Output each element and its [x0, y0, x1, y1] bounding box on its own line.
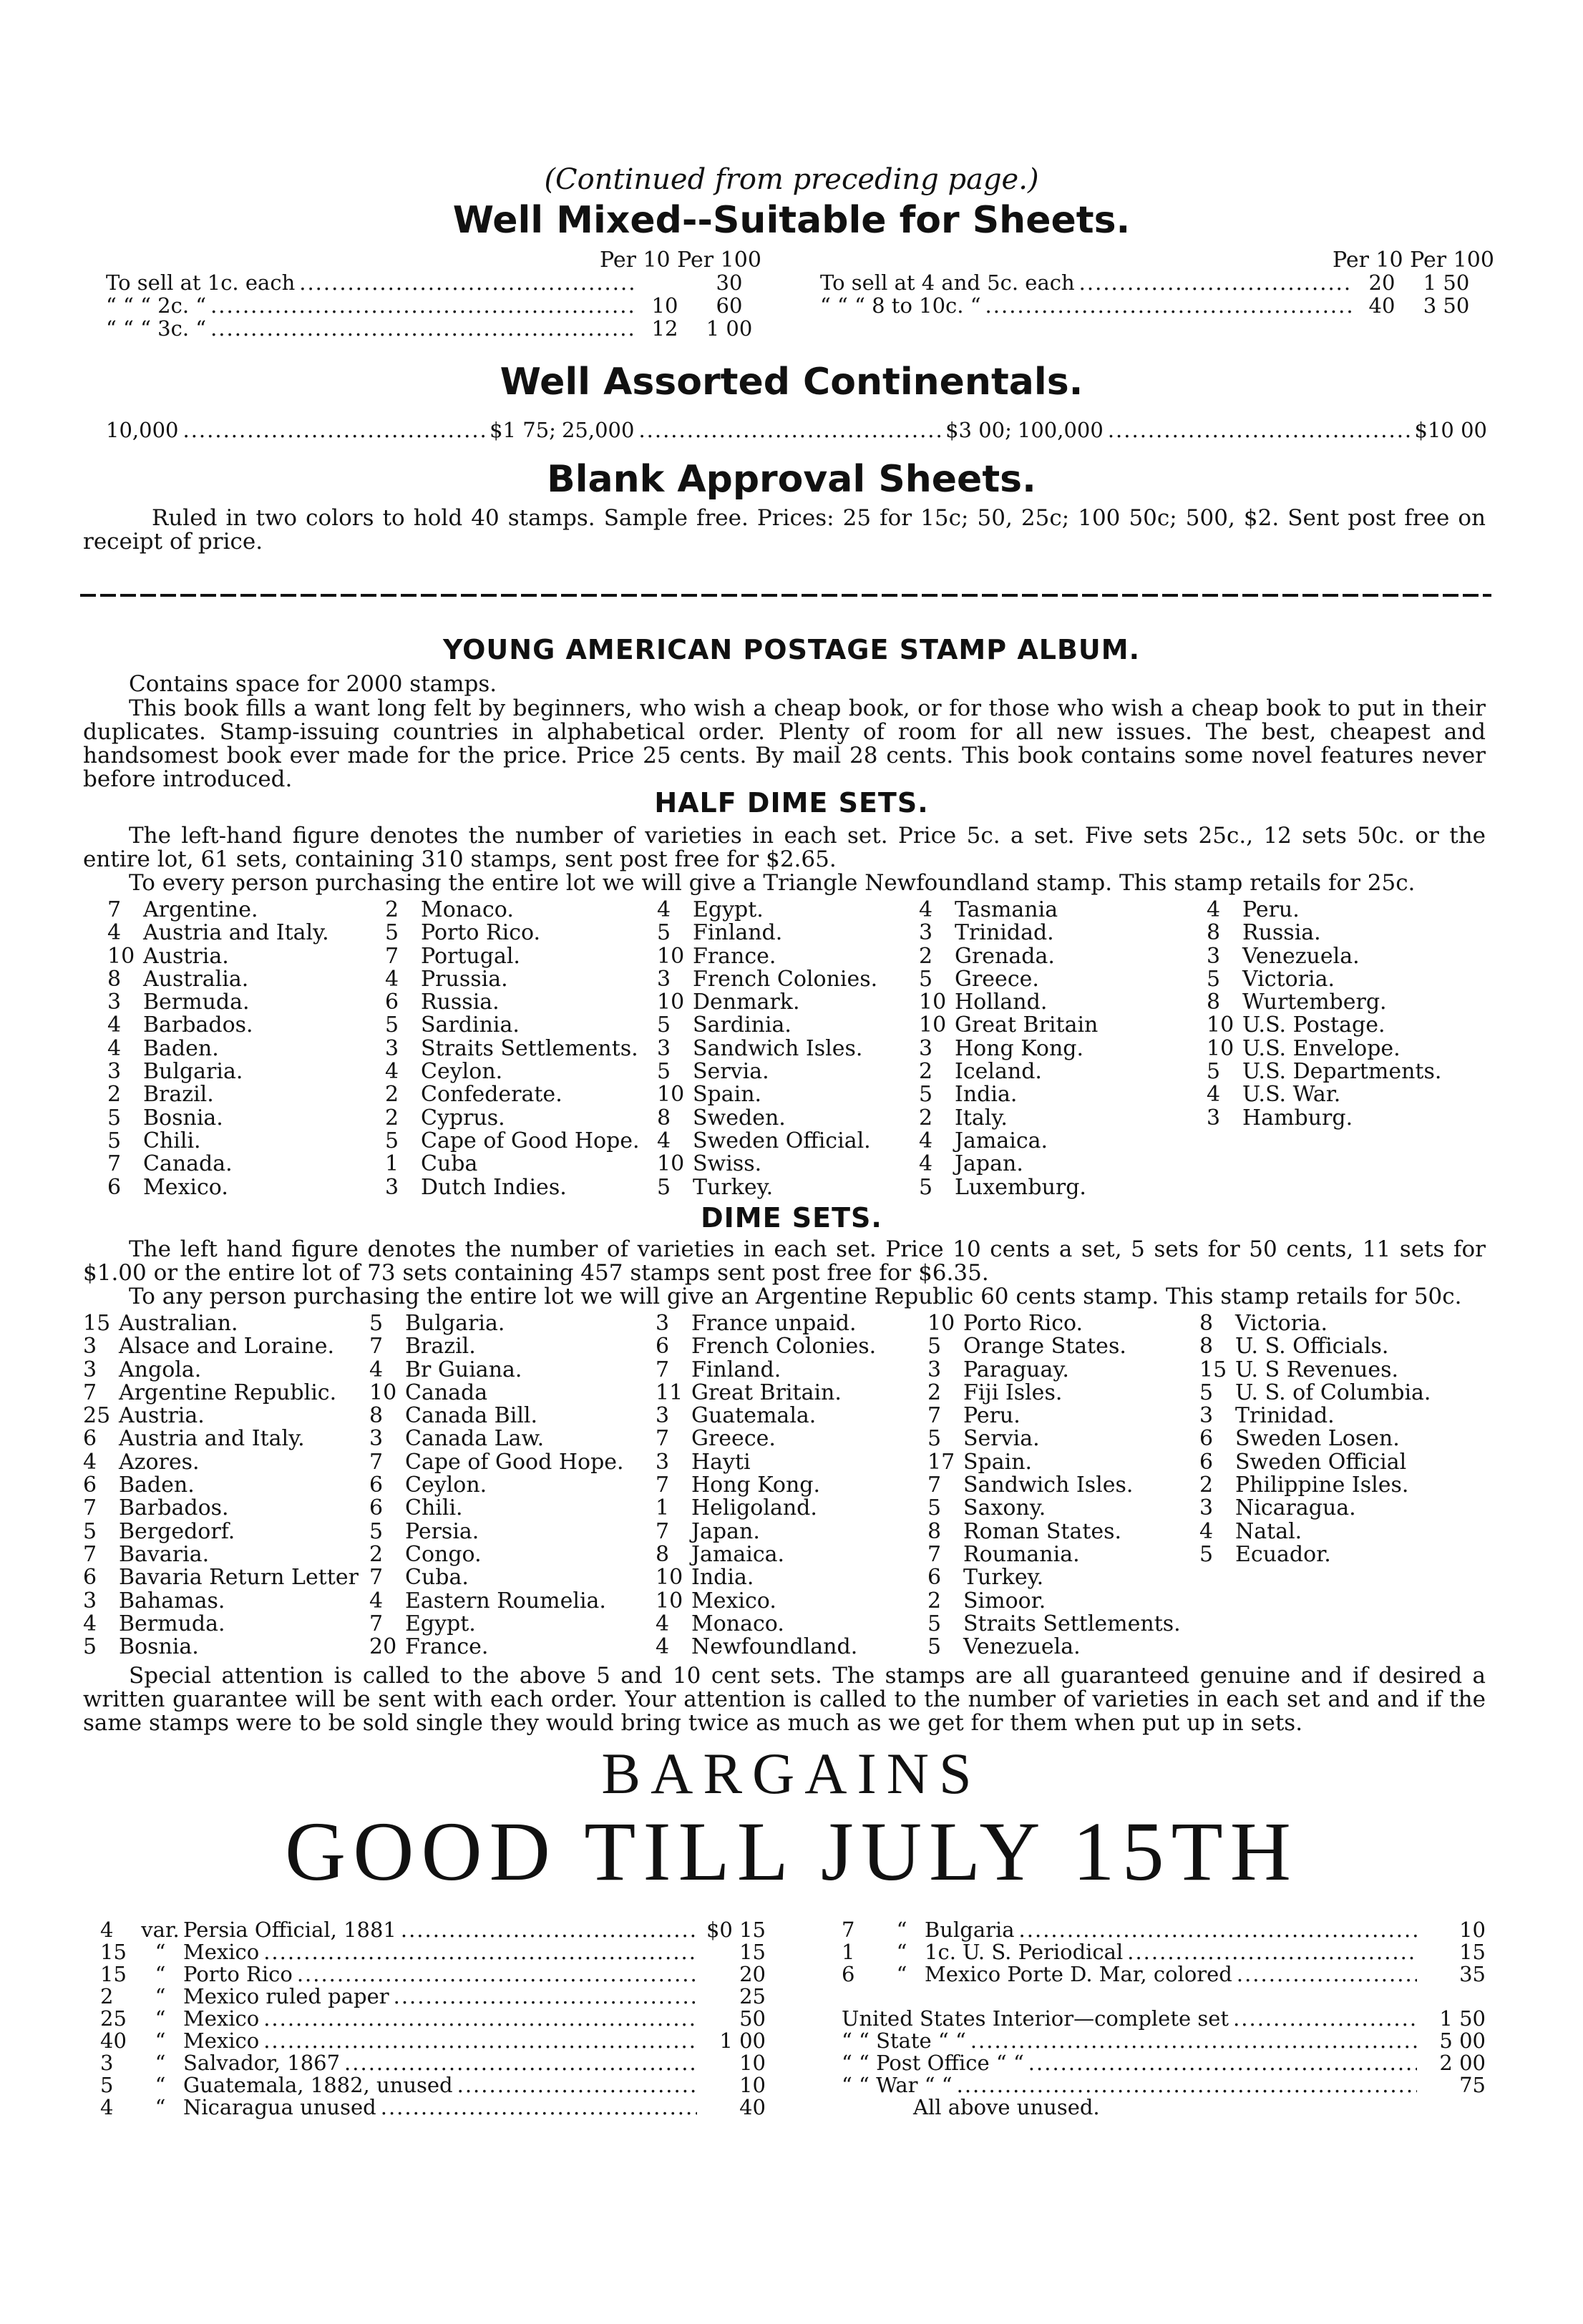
set-item: 2 Cyprus. — [385, 1105, 505, 1131]
mixed-row-p100: 30 — [716, 270, 743, 295]
dime-text: The left hand figure denotes the number of varieties in each set. Price 10 cents a set, 5 sets for 50 cents, 11 sets for $1.00 or the entire lot of 73 sets containing 457 stamps sent post free for $6.35. — [83, 1236, 1486, 1286]
bargain-row: 4 var. Persia Official, 1881 ..... $0 15 — [100, 1918, 766, 1940]
set-item: 15 Australian. — [83, 1311, 238, 1336]
set-item: 4 Tasmania — [919, 897, 1058, 922]
set-item: 5 U. S. of Columbia. — [1199, 1380, 1431, 1405]
mixed-row-p100: 1 00 — [706, 316, 753, 341]
set-item: 3 Venezuela. — [1207, 943, 1360, 969]
set-item: 5 Luxemburg. — [919, 1174, 1086, 1200]
bargain-row: 5 “ Guatemala, 1882, unused ..... 10 — [100, 2073, 766, 2095]
bargain-row: 25 “ Mexico ..... 50 — [100, 2006, 766, 2028]
dime-column — [1199, 1312, 1493, 1566]
set-item: 7 Cape of Good Hope. — [369, 1449, 624, 1475]
set-item: 8 Jamaica. — [656, 1541, 785, 1567]
set-item: 3 France unpaid. — [656, 1311, 857, 1336]
set-item: 7 Portugal. — [385, 943, 520, 969]
set-item: 5 Straits Settlements. — [927, 1611, 1181, 1636]
mixed-row-p10 — [640, 270, 690, 295]
mixed-title: Well Mixed--Suitable for Sheets. — [452, 199, 1131, 242]
set-item: 6 Sweden Losen. — [1199, 1426, 1400, 1452]
set-item: 7 Barbados. — [83, 1495, 229, 1521]
set-item: 8 U. S. Officials. — [1199, 1334, 1389, 1359]
set-item: 6 Russia. — [385, 990, 500, 1015]
set-item: 3 Paraguay. — [927, 1357, 1069, 1382]
mixed-row-label: “ “ “ 2c. “ — [106, 293, 207, 318]
bargain-row: 4 “ Nicaragua unused ..... 40 — [100, 2095, 766, 2117]
set-item: 4 Sweden Official. — [657, 1128, 871, 1153]
set-item: 2 Grenada. — [919, 943, 1055, 969]
set-item: 2 Italy. — [919, 1105, 1008, 1131]
set-item: 6 Turkey. — [927, 1565, 1044, 1591]
set-item: 10 Porto Rico. — [927, 1311, 1083, 1336]
set-item: 3 Bahamas. — [83, 1588, 225, 1613]
set-item: 3 Hayti — [656, 1449, 751, 1475]
set-item: 7 Roumania. — [927, 1541, 1080, 1567]
set-item: 5 India. — [919, 1082, 1018, 1108]
set-item: 5 Servia. — [657, 1059, 769, 1085]
album-text: This book fills a want long felt by beginners, who wish a cheap book, or for those who wish a cheap book to put in their duplicates. Stamp-issuing countries in alphabetical order. Plenty of room for all new issues. The best, cheapest and handsomest book ever made for the price. Price 25 cents. By mail 28 cents. This book contains some novel features never before introduced. — [83, 695, 1486, 792]
continentals-price: $3 00; — [945, 418, 1012, 442]
set-item: 5 Servia. — [927, 1426, 1040, 1452]
set-item: 17 Spain. — [927, 1449, 1033, 1475]
set-item: 8 Sweden. — [657, 1105, 786, 1131]
set-item: 7 Hong Kong. — [656, 1473, 821, 1498]
set-item: 4 Baden. — [107, 1035, 219, 1061]
set-item: 7 Egypt. — [369, 1611, 476, 1636]
set-item: 4 Monaco. — [656, 1611, 784, 1636]
set-item: 5 Persia. — [369, 1518, 479, 1544]
set-item: 4 Azores. — [83, 1449, 200, 1475]
set-item: 2 Philippine Isles. — [1199, 1473, 1409, 1498]
mixed-row-p100: 3 50 — [1423, 293, 1470, 318]
set-item: 6 Mexico. — [107, 1174, 228, 1200]
half-dime-column — [107, 899, 379, 1199]
set-item: 3 Angola. — [83, 1357, 202, 1382]
set-item: 20 France. — [369, 1634, 489, 1660]
mixed-row-p10: 12 — [651, 316, 678, 341]
set-item: 4 Eastern Roumelia. — [369, 1588, 606, 1613]
set-item: 4 Peru. — [1207, 897, 1300, 922]
set-item: 6 Chili. — [369, 1495, 463, 1521]
mixed-row-p100: 60 — [716, 293, 743, 318]
set-item: 7 Canada. — [107, 1151, 233, 1177]
set-item: 7 Bavaria. — [83, 1541, 210, 1567]
set-item: 5 Chili. — [107, 1128, 201, 1153]
set-item: 8 Victoria. — [1199, 1311, 1328, 1336]
set-item: 10 Canada — [369, 1380, 488, 1405]
set-item: 3 Guatemala. — [656, 1403, 817, 1429]
set-item: 6 Baden. — [83, 1473, 195, 1498]
dime-offer: To any person purchasing the entire lot we will give an Argentine Republic 60 cents stamp. This stamp retails for 50c. — [129, 1284, 1462, 1309]
set-item: 10 India. — [656, 1565, 754, 1591]
set-item: 5 Bulgaria. — [369, 1311, 505, 1336]
set-item: 5 Turkey. — [657, 1174, 774, 1200]
set-item: 10 Swiss. — [657, 1151, 762, 1177]
set-item: 4 Barbados. — [107, 1012, 253, 1038]
continentals-qty: 25,000 — [561, 418, 635, 442]
set-item: 8 Roman States. — [927, 1518, 1122, 1544]
continentals-qty: 100,000 — [1017, 418, 1104, 442]
mixed-row — [106, 270, 769, 295]
set-item: 25 Austria. — [83, 1403, 205, 1429]
set-item: 5 Greece. — [919, 966, 1039, 992]
half-dime-text: The left-hand figure denotes the number of varieties in each set. Price 5c. a set. Five sets 25c., 12 sets 50c. or the entire lot, 61 sets, containing 310 stamps, sent post free for $2.65. — [83, 823, 1486, 872]
set-item: 4 Jamaica. — [919, 1128, 1048, 1153]
us-interior-row: “ “ War “ “ ..... 75 — [842, 2073, 1486, 2095]
set-item: 4 Br Guiana. — [369, 1357, 522, 1382]
mixed-row — [820, 293, 1486, 318]
dime-note: Special attention is called to the above 5 and 10 cent sets. The stamps are all guaranteed genuine and if desired a written guarantee will be sent with each order. Your attention is called to the number of varieties in each set and and if the same stamps were to be sold single they would bring twice as much as we get for them when put up in sets. — [83, 1663, 1486, 1736]
set-item: 15 U. S Revenues. — [1199, 1357, 1399, 1382]
set-item: 10 U.S. Envelope. — [1207, 1035, 1401, 1061]
set-item: 2 Congo. — [369, 1541, 482, 1567]
bargain-row: 40 “ Mexico ..... 1 00 — [100, 2028, 766, 2051]
mixed-row-p100: 1 50 — [1423, 270, 1470, 295]
set-item: 3 Canada Law. — [369, 1426, 545, 1452]
set-item: 2 Brazil. — [107, 1082, 214, 1108]
half-dime-title: HALF DIME SETS. — [654, 787, 929, 819]
set-item: 4 Ceylon. — [385, 1059, 503, 1085]
set-item: 10 Holland. — [919, 990, 1048, 1015]
dime-column — [656, 1312, 942, 1659]
mixed-per-label-right: Per 10 Per 100 — [1333, 248, 1494, 273]
set-item: 4 Japan. — [919, 1151, 1023, 1177]
set-item: 5 U.S. Departments. — [1207, 1059, 1442, 1085]
bargain-row: 7 “ Bulgaria ..... 10 — [842, 1918, 1486, 1940]
set-item: 5 Bergedorf. — [83, 1518, 235, 1544]
set-item: 7 Greece. — [656, 1426, 776, 1452]
dime-column — [369, 1312, 663, 1659]
continentals-price: $1 75; — [489, 418, 556, 442]
bargains-subtitle: GOOD TILL JULY 15TH — [285, 1805, 1298, 1898]
set-item: 10 Great Britain — [919, 1012, 1099, 1038]
set-item: 5 Saxony. — [927, 1495, 1046, 1521]
set-item: 7 Argentine Republic. — [83, 1380, 337, 1405]
set-item: 2 Confederate. — [385, 1082, 562, 1108]
set-item: 1 Heligoland. — [656, 1495, 817, 1521]
set-item: 6 Sweden Official — [1199, 1449, 1407, 1475]
half-dime-column — [1207, 899, 1486, 1130]
set-item: 7 Argentine. — [107, 897, 258, 922]
set-item: 3 Bulgaria. — [107, 1059, 243, 1085]
set-item: 3 Dutch Indies. — [385, 1174, 567, 1200]
set-item: 3 Alsace and Loraine. — [83, 1334, 334, 1359]
set-item: 8 Russia. — [1207, 920, 1321, 946]
set-item: 4 Newfoundland. — [656, 1634, 858, 1660]
continentals-title: Well Assorted Continentals. — [500, 361, 1083, 404]
dime-column — [83, 1312, 384, 1659]
mixed-row — [106, 293, 769, 318]
set-item: 4 Bermuda. — [83, 1611, 225, 1636]
set-item: 2 Monaco. — [385, 897, 514, 922]
set-item: 5 Ecuador. — [1199, 1541, 1331, 1567]
bargain-row: 2 “ Mexico ruled paper ..... 25 — [100, 1984, 766, 2006]
mixed-row-label: “ “ “ 3c. “ — [106, 316, 207, 341]
set-item: 3 French Colonies. — [657, 966, 878, 992]
set-item: 5 Sardinia. — [657, 1012, 792, 1038]
set-item: 3 Hong Kong. — [919, 1035, 1084, 1061]
set-item: 5 Cape of Good Hope. — [385, 1128, 640, 1153]
approval-title: Blank Approval Sheets. — [547, 458, 1036, 501]
set-item: 2 Simoor. — [927, 1588, 1046, 1613]
all-unused-note: All above unused. — [913, 2095, 1100, 2119]
set-item: 5 Bosnia. — [107, 1105, 223, 1131]
mixed-row — [820, 270, 1486, 295]
set-item: 4 U.S. War. — [1207, 1082, 1341, 1108]
continentals-price: $10 00 — [1414, 418, 1487, 442]
half-dime-column — [919, 899, 1191, 1199]
set-item: 10 France. — [657, 943, 776, 969]
us-interior-row: “ “ Post Office “ “ ..... 2 00 — [842, 2051, 1486, 2073]
bargain-row: 1 “ 1c. U. S. Periodical ..... 15 — [842, 1940, 1486, 1962]
dime-column — [927, 1312, 1207, 1659]
dime-title: DIME SETS. — [701, 1202, 882, 1234]
continentals-row — [106, 418, 1487, 442]
set-item: 10 U.S. Postage. — [1207, 1012, 1385, 1038]
continued-note: (Continued from preceding page.) — [544, 163, 1039, 196]
set-item: 7 Japan. — [656, 1518, 760, 1544]
mixed-row-p10: 40 — [1368, 293, 1396, 318]
us-interior-row: United States Interior—complete set ..... 1 50 — [842, 2006, 1486, 2028]
set-item: 6 Ceylon. — [369, 1473, 487, 1498]
approval-text: Ruled in two colors to hold 40 stamps. Sample free. Prices: 25 for 15c; 50, 25c; 100 50c; 500, $2. Sent post free on receipt of price. — [83, 505, 1486, 555]
bargain-row: 15 “ Mexico ..... 15 — [100, 1940, 766, 1962]
set-item: 7 Brazil. — [369, 1334, 476, 1359]
mixed-row-label: To sell at 1c. each — [106, 270, 296, 295]
mixed-row-label: “ “ “ 8 to 10c. “ — [820, 293, 981, 318]
set-item: 3 Trinidad. — [919, 920, 1054, 946]
set-item: 1 Cuba — [385, 1151, 478, 1177]
bargain-row: 6 “ Mexico Porte D. Mar, colored ..... 35 — [842, 1962, 1486, 1984]
set-item: 5 Venezuela. — [927, 1634, 1081, 1660]
set-item: 10 Denmark. — [657, 990, 800, 1015]
set-item: 10 Austria. — [107, 943, 229, 969]
set-item: 4 Egypt. — [657, 897, 764, 922]
set-item: 5 Victoria. — [1207, 966, 1335, 992]
continentals-qty: 10,000 — [106, 418, 179, 442]
set-item: 5 Orange States. — [927, 1334, 1126, 1359]
set-item: 8 Canada Bill. — [369, 1403, 538, 1429]
half-dime-column — [385, 899, 657, 1199]
mixed-row — [106, 316, 769, 341]
set-item: 2 Fiji Isles. — [927, 1380, 1063, 1405]
set-item: 4 Prussia. — [385, 966, 508, 992]
mixed-row-p10: 10 — [651, 293, 678, 318]
set-item: 8 Wurtemberg. — [1207, 990, 1387, 1015]
set-item: 6 Austria and Italy. — [83, 1426, 305, 1452]
set-item: 5 Bosnia. — [83, 1634, 199, 1660]
set-item: 3 Hamburg. — [1207, 1105, 1353, 1131]
bargain-row: 3 “ Salvador, 1867 ..... 10 — [100, 2051, 766, 2073]
set-item: 11 Great Britain. — [656, 1380, 842, 1405]
set-item: 7 Sandwich Isles. — [927, 1473, 1134, 1498]
bargain-row: 15 “ Porto Rico ..... 20 — [100, 1962, 766, 1984]
set-item: 5 Sardinia. — [385, 1012, 520, 1038]
set-item: 7 Cuba. — [369, 1565, 469, 1591]
set-item: 5 Finland. — [657, 920, 783, 946]
mixed-per-label-left: Per 10 Per 100 — [600, 248, 761, 273]
album-line: Contains space for 2000 stamps. — [129, 671, 497, 697]
set-item: 10 Mexico. — [656, 1588, 776, 1613]
set-item: 6 Bavaria Return Letter — [83, 1565, 359, 1591]
set-item: 4 Austria and Italy. — [107, 920, 329, 946]
set-item: 3 Sandwich Isles. — [657, 1035, 863, 1061]
set-item: 3 Bermuda. — [107, 990, 250, 1015]
set-item: 7 Finland. — [656, 1357, 781, 1382]
set-item: 3 Nicaragua. — [1199, 1495, 1356, 1521]
bargains-title: BARGAINS — [601, 1741, 982, 1806]
album-title: YOUNG AMERICAN POSTAGE STAMP ALBUM. — [442, 634, 1141, 665]
set-item: 5 Porto Rico. — [385, 920, 541, 946]
half-dime-offer: To every person purchasing the entire lot we will give a Triangle Newfoundland stamp. This stamp retails for 25c. — [129, 870, 1416, 896]
set-item: 2 Iceland. — [919, 1059, 1042, 1085]
us-interior-row: “ “ State “ “ ..... 5 00 — [842, 2028, 1486, 2051]
set-item: 7 Peru. — [927, 1403, 1021, 1429]
mixed-row-label: To sell at 4 and 5c. each — [820, 270, 1075, 295]
half-dime-column — [657, 899, 936, 1199]
divider — [80, 594, 1491, 597]
set-item: 6 French Colonies. — [656, 1334, 877, 1359]
set-item: 3 Straits Settlements. — [385, 1035, 638, 1061]
mixed-row-p10: 20 — [1368, 270, 1396, 295]
set-item: 4 Natal. — [1199, 1518, 1302, 1544]
set-item: 10 Spain. — [657, 1082, 762, 1108]
set-item: 8 Australia. — [107, 966, 249, 992]
set-item: 3 Trinidad. — [1199, 1403, 1335, 1429]
